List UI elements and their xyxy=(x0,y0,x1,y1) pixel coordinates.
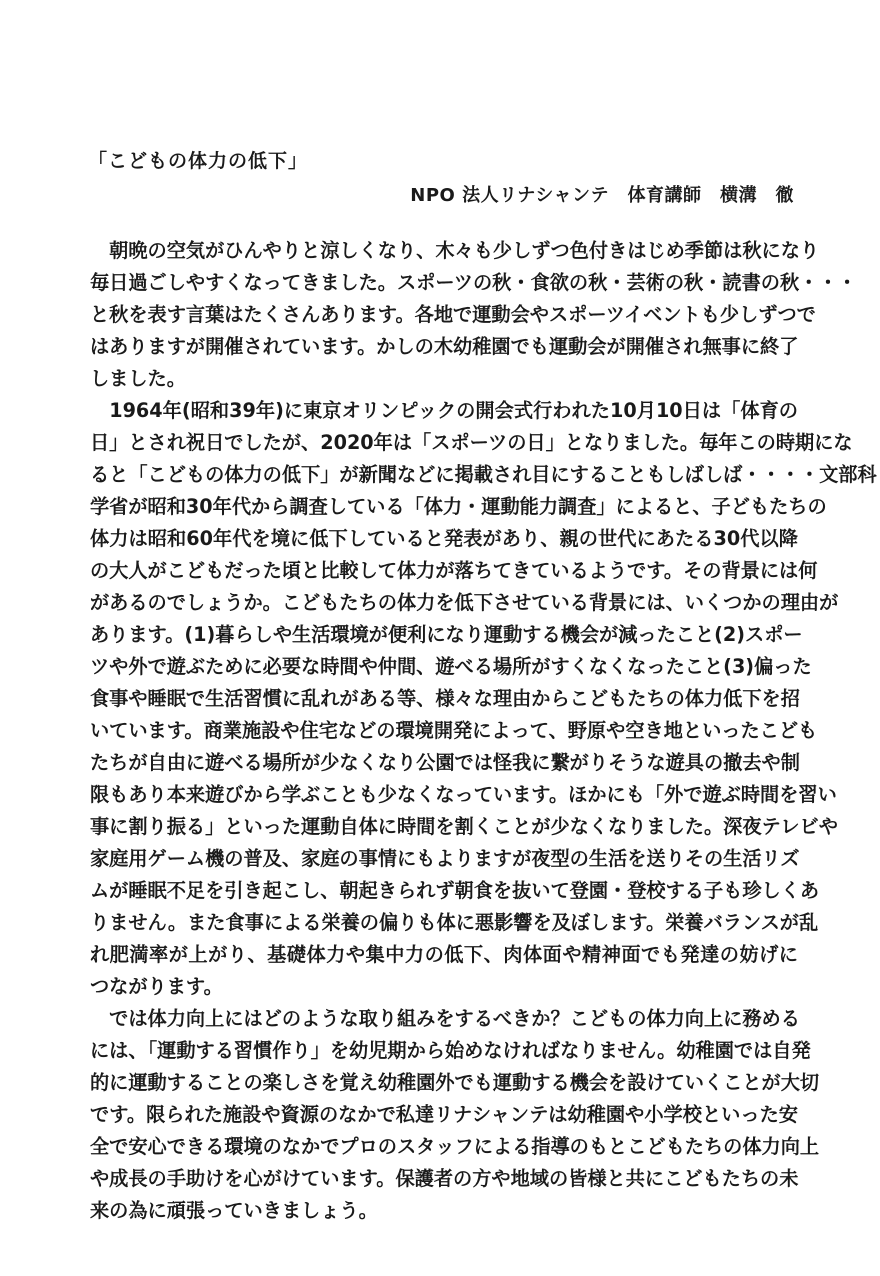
text-line: ムが睡眠不足を引き起こし、朝起きられず朝食を抜いて登園・登校する子も珍しくあ xyxy=(90,879,820,902)
text-line: 学省が昭和30年代から調査している「体力・運動能力調査」によると、子どもたちの xyxy=(90,495,827,518)
paragraph xyxy=(90,235,857,395)
text-line: あります。(1)暮らしや生活環境が便利になり運動する機会が減ったこと(2)スポー xyxy=(90,623,803,646)
text-line: 毎日過ごしやすくなってきました。スポーツの秋・食欲の秋・芸術の秋・読書の秋・・・ xyxy=(90,271,857,294)
text-line: 体力は昭和60年代を境に低下していると発表があり、親の世代にあたる30代以降 xyxy=(90,527,798,550)
text-line: ると「こどもの体力の低下」が新聞などに掲載され目にすることもしばしば・・・・文部科 xyxy=(90,463,877,486)
text-line: 的に運動することの楽しさを覚え幼稚園外でも運動する機会を設けていくことが大切 xyxy=(90,1071,820,1094)
text-line: 家庭用ゲーム機の普及、家庭の事情にもよりますが夜型の生活を送りその生活リズ xyxy=(90,847,800,870)
text-line: いています。商業施設や住宅などの環境開発によって、野原や空き地といったこども xyxy=(90,719,818,742)
text-line: たちが自由に遊べる場所が少なくなり公園では怪我に繋がりそうな遊具の撤去や制 xyxy=(90,751,800,774)
text-line: 日」とされ祝日でしたが、2020年は「スポーツの日」となりました。毎年この時期にな xyxy=(90,431,853,454)
author-byline: NPO 法人リナシャンテ 体育講師 横溝 徹 xyxy=(410,185,794,206)
paragraph xyxy=(90,395,877,1003)
text-line: があるのでしょうか。こどもたちの体力を低下させている背景には、いくつかの理由が xyxy=(90,591,839,614)
text-line: しました。 xyxy=(90,367,186,390)
text-line: や成長の手助けを心がけています。保護者の方や地域の皆様と共にこどもたちの未 xyxy=(90,1167,799,1190)
text-line: りません。また食事による栄養の偏りも体に悪影響を及ぼします。栄養バランスが乱 xyxy=(90,911,819,934)
document-title: 「こどもの体力の低下」 xyxy=(88,150,309,172)
text-line: はありますが開催されています。かしの木幼稚園でも運動会が開催され無事に終了 xyxy=(90,335,799,358)
text-line: の大人がこどもだった頃と比較して体力が落ちてきているようです。その背景には何 xyxy=(90,559,818,582)
text-line: と秋を表す言葉はたくさんあります。各地で運動会やスポーツイベントも少しずつで xyxy=(90,303,816,326)
text-line: ツや外で遊ぶために必要な時間や仲間、遊べる場所がすくなくなったこと(3)偏った xyxy=(90,655,812,678)
text-line: では体力向上にはどのような取り組みをするべきか？こどもの体力向上に務める xyxy=(90,1007,800,1030)
text-line: 全で安心できる環境のなかでプロのスタッフによる指導のもとこどもたちの体力向上 xyxy=(90,1135,820,1158)
text-line: 事に割り振る」といった運動自体に時間を割くことが少なくなりました。深夜テレビや xyxy=(90,815,838,838)
text-line: つながります。 xyxy=(90,975,223,998)
paragraph xyxy=(90,1003,820,1227)
text-line: れ肥満率が上がり、基礎体力や集中力の低下、肉体面や精神面でも発達の妨げに xyxy=(90,943,798,966)
text-line: です。限られた施設や資源のなかで私達リナシャンテは幼稚園や小学校といった安 xyxy=(90,1103,798,1126)
text-line: 1964年(昭和39年)に東京オリンピックの開会式行われた10月10日は「体育の xyxy=(90,399,798,422)
text-line: には、「運動する習慣作り」を幼児期から始めなければなりません。幼稚園では自発 xyxy=(90,1039,811,1062)
text-line: 限もあり本来遊びから学ぶことも少なくなっています。ほかにも「外で遊ぶ時間を習い xyxy=(90,783,837,806)
text-line: 朝晩の空気がひんやりと涼しくなり、木々も少しずつ色付きはじめ季節は秋になり xyxy=(90,239,820,262)
text-line: 食事や睡眠で生活習慣に乱れがある等、様々な理由からこどもたちの体力低下を招 xyxy=(90,687,800,710)
text-line: 来の為に頑張っていきましょう。 xyxy=(90,1199,378,1222)
document-body xyxy=(90,235,877,1227)
